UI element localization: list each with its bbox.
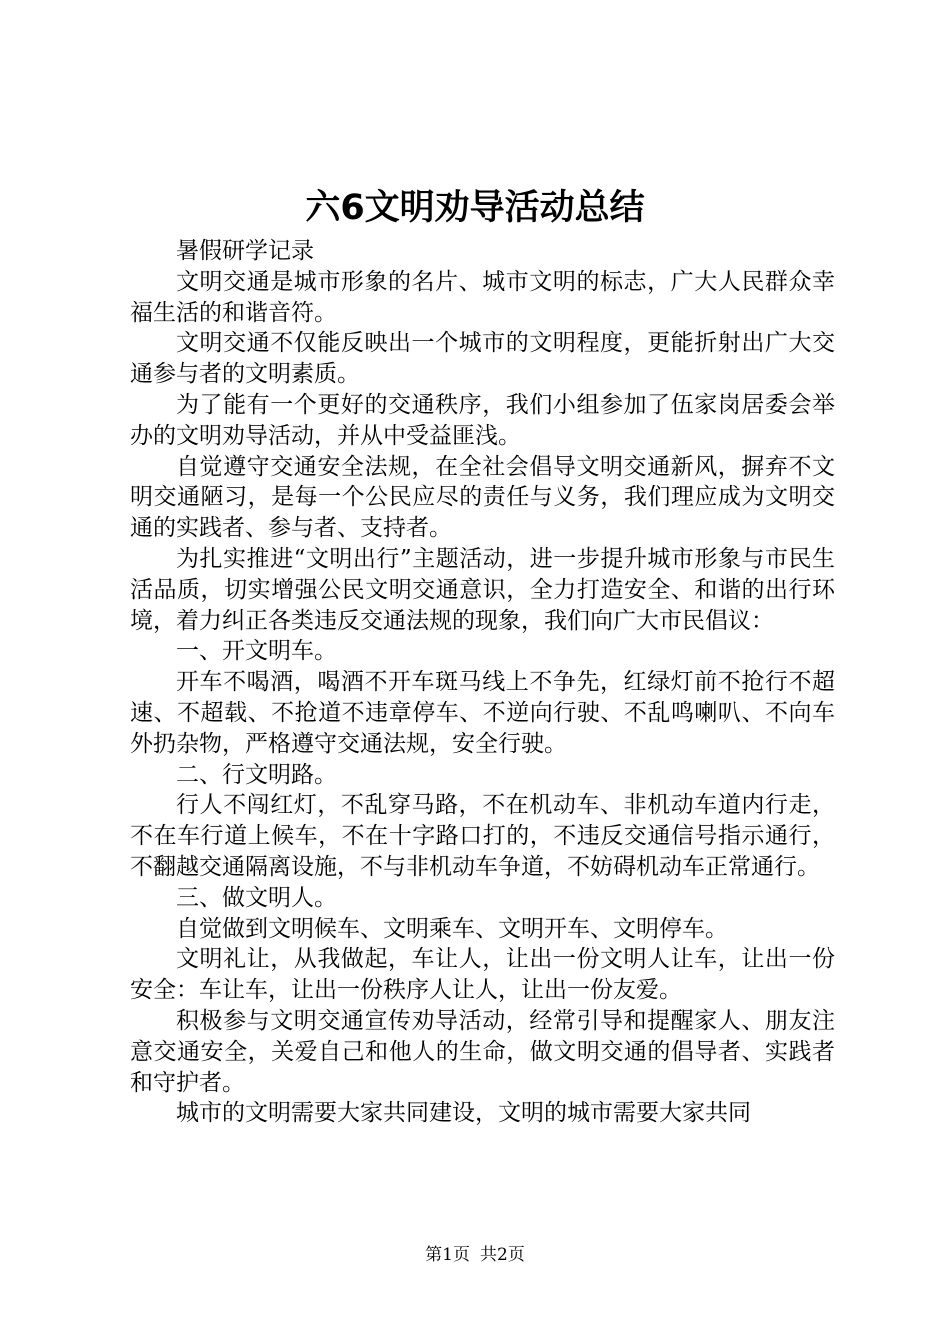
page-number: 第1页 — [425, 1245, 470, 1265]
document-title: 六6文明劝导活动总结 — [305, 188, 645, 228]
page-total: 共2页 — [480, 1245, 525, 1265]
paragraph: 自觉遵守交通安全法规，在全社会倡导文明交通新风，摒弃不文明交通陋习，是每一个公民应尽的责任与义务，我们理应成为文明交通的实践者、参与者、支持者。 — [130, 453, 835, 542]
paragraph: 积极参与文明交通宣传劝导活动，经常引导和提醒家人、朋友注意交通安全，关爱自己和他人的生命，做文明交通的倡导者、实践者和守护者。 — [130, 1007, 835, 1096]
paragraph: 开车不喝酒，喝酒不开车斑马线上不争先，红绿灯前不抢行不超速、不超载、不抢道不违章停车、不逆向行驶、不乱鸣喇叭、不向车外扔杂物，严格遵守交通法规，安全行驶。 — [130, 669, 835, 757]
paragraph: 为了能有一个更好的交通秩序，我们小组参加了伍家岗居委会举办的文明劝导活动，并从中受益匪浅。 — [130, 391, 835, 449]
paragraph: 行人不闯红灯，不乱穿马路，不在机动车、非机动车道内行走，不在车行道上候车，不在十字路口打的，不违反交通信号指示通行，不翻越交通隔离设施，不与非机动车争道，不妨碍机动车正常通行。 — [130, 792, 835, 880]
paragraph: 文明礼让，从我做起，车让人，让出一份文明人让车，让出一份安全：车让车，让出一份秩序人让人，让出一份友爱。 — [130, 946, 835, 1004]
section-heading: 二、行文明路。 — [176, 761, 337, 788]
paragraph: 自觉做到文明候车、文明乘车、文明开车、文明停车。 — [176, 915, 728, 942]
paragraph: 文明交通是城市形象的名片、城市文明的标志，广大人民群众幸福生活的和谐音符。 — [130, 268, 835, 326]
paragraph: 城市的文明需要大家共同建设，文明的城市需要大家共同 — [176, 1100, 751, 1127]
paragraph: 文明交通不仅能反映出一个城市的文明程度，更能折射出广大交通参与者的文明素质。 — [130, 330, 835, 388]
paragraph: 为扎实推进“文明出行”主题活动，进一步提升城市形象与市民生活品质，切实增强公民文明交通意识，全力打造安全、和谐的出行环境，着力纠正各类违反交通法规的现象，我们向广大市民倡议： — [130, 545, 835, 634]
section-heading: 三、做文明人。 — [176, 884, 337, 911]
page-footer — [0, 1243, 950, 1267]
section-heading: 一、开文明车。 — [176, 638, 337, 665]
paragraph: 暑假研学记录 — [176, 238, 314, 264]
document-body — [130, 236, 835, 1129]
